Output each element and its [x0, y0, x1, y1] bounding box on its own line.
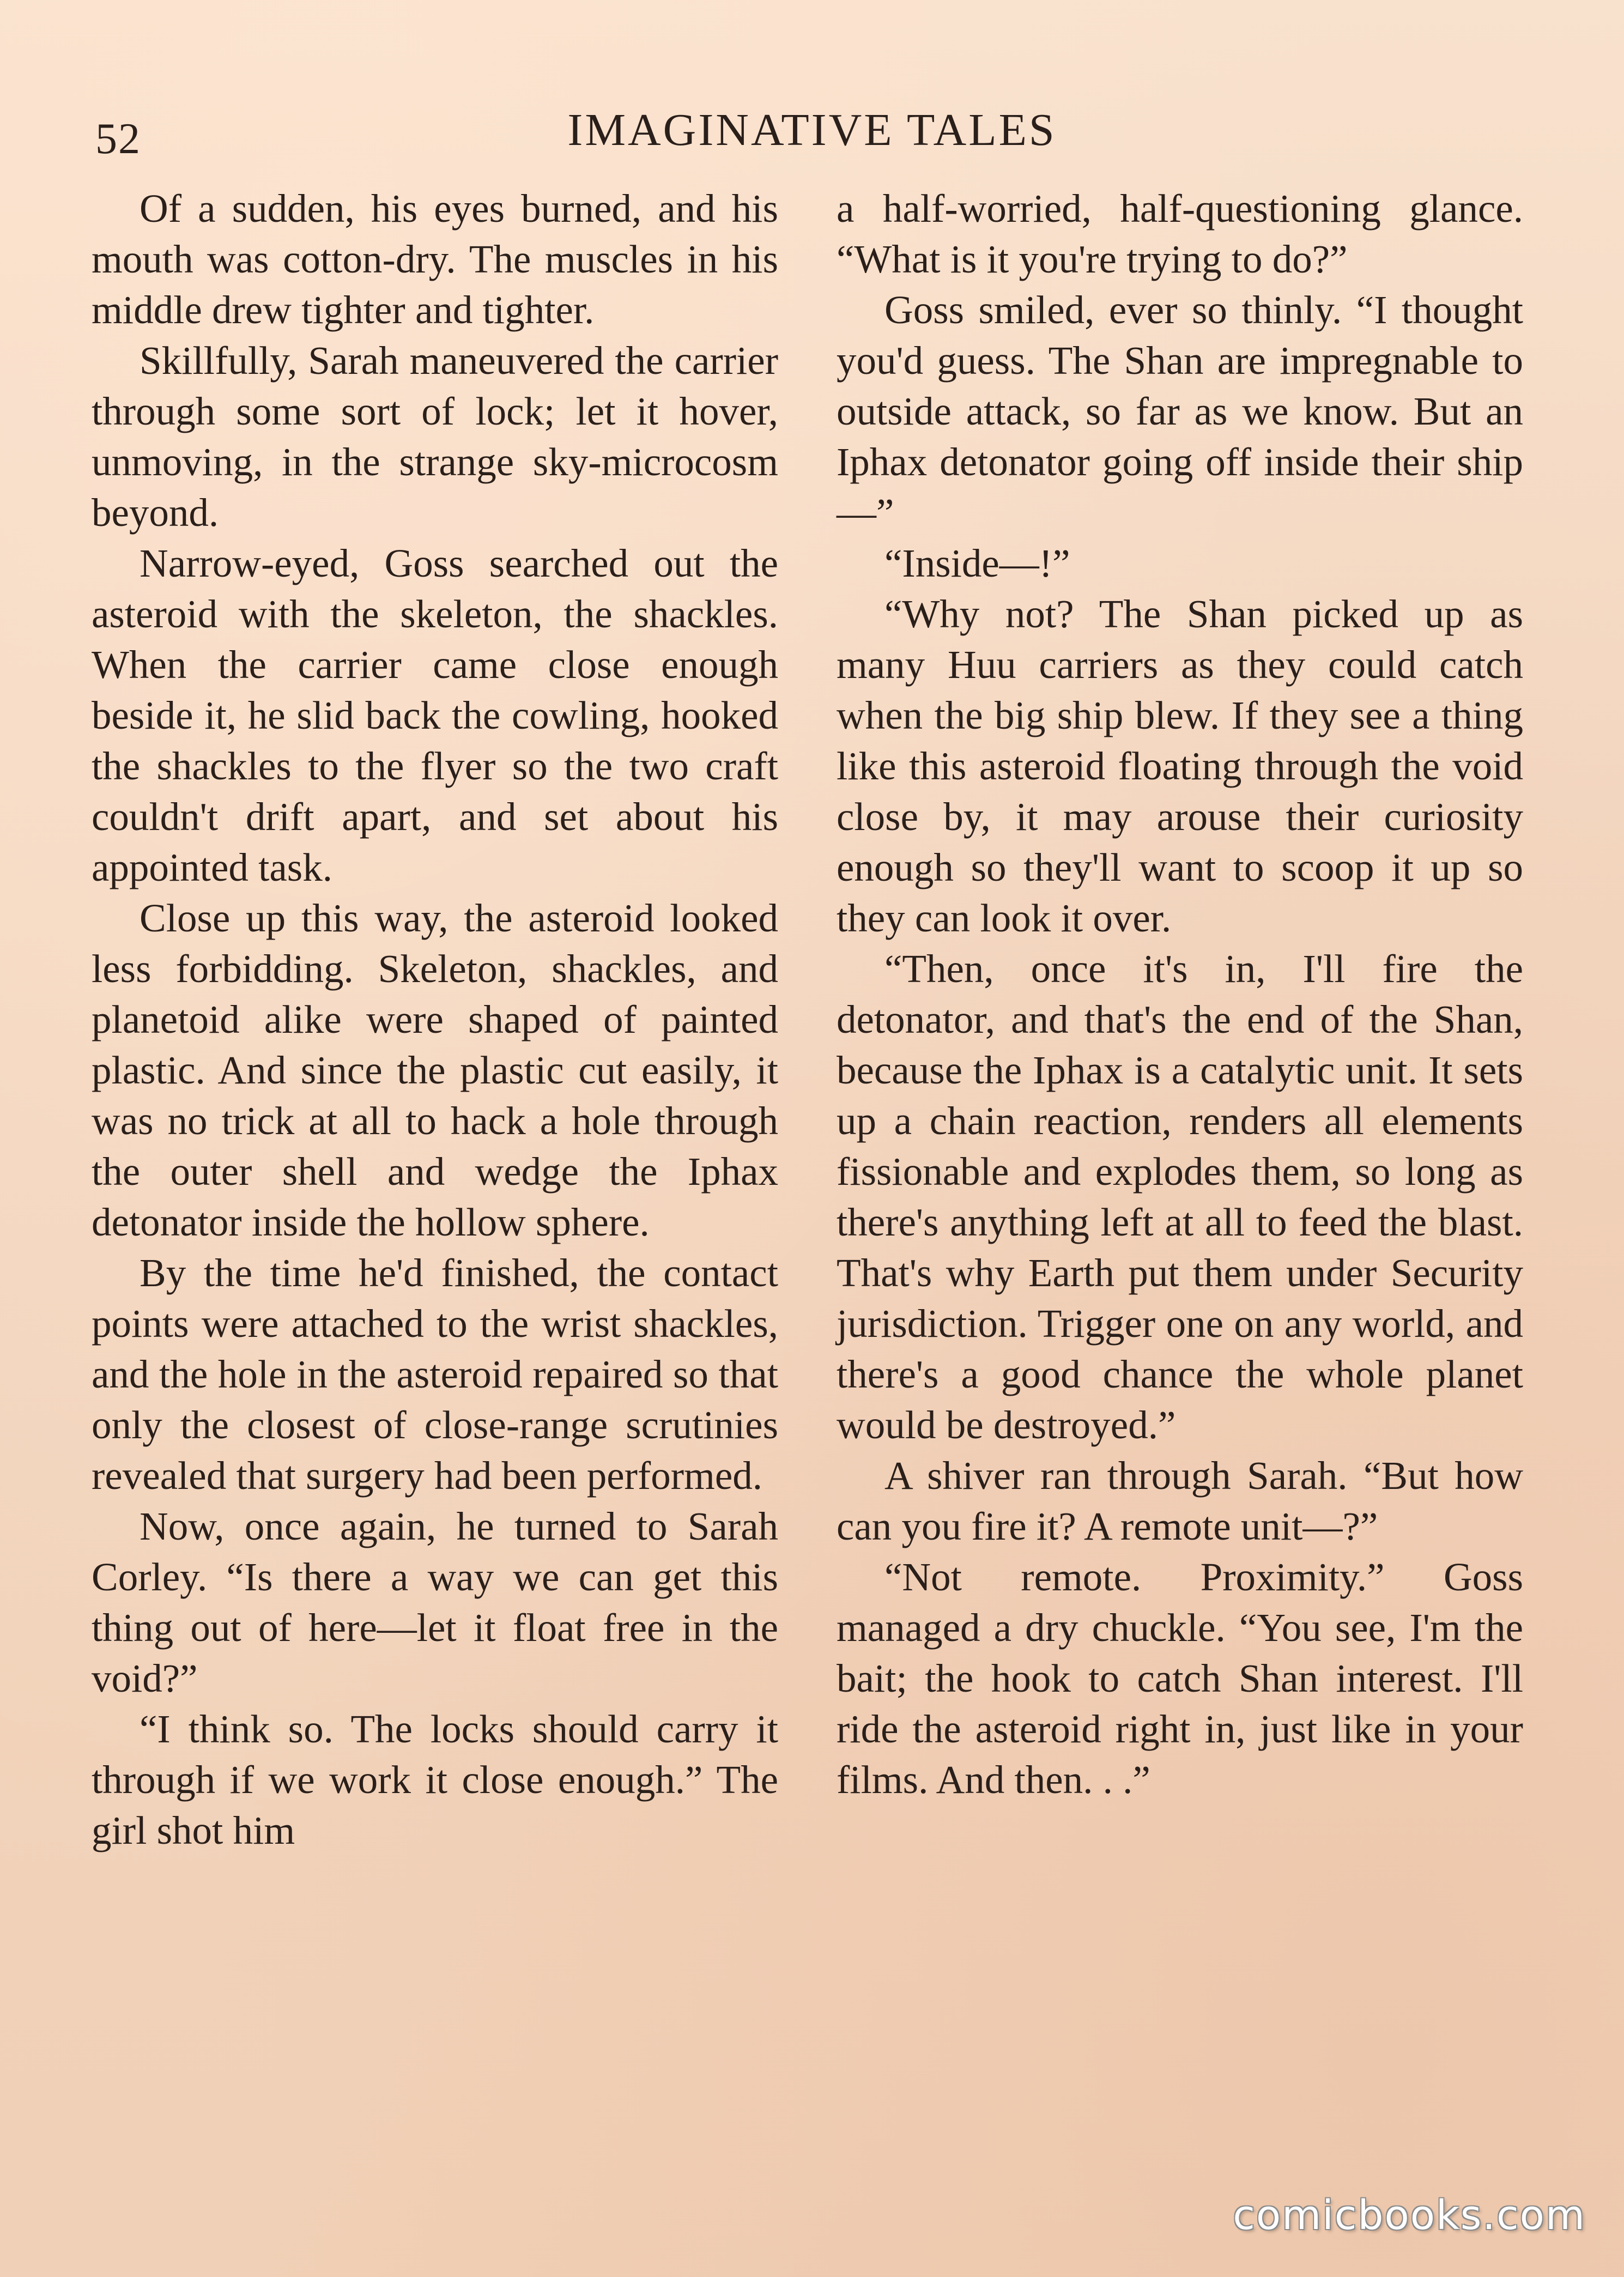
paragraph: Now, once again, he turned to Sarah Corley. “Is there a way we can get this thing out of here—let it float free in the void?” — [92, 1504, 778, 1700]
paragraph: “Inside—!” — [884, 541, 1070, 585]
page-number: 52 — [95, 115, 141, 163]
paragraph-continued: a half-worried, half-questioning glance. “What is it you're trying to do?” — [837, 186, 1523, 281]
watermark: comicbooks.com — [1233, 2192, 1586, 2239]
paragraph: A shiver ran through Sarah. “But how can you fire it? A remote unit—?” — [837, 1454, 1523, 1548]
running-title: IMAGINATIVE TALES — [567, 105, 1057, 155]
page-header — [93, 104, 1531, 163]
left-column — [92, 183, 778, 1856]
paragraph: Of a sudden, his eyes burned, and his mouth was cotton-dry. The muscles in his middle drew tighter and tighter. — [92, 186, 778, 332]
paragraph: “Then, once it's in, I'll fire the detonator, and that's the end of the Shan, because the Iphax is a catalytic unit. It sets up a chain reaction, renders all elements fissionable and explodes them, so long as there's anything left at all to feed the blast. That's why Earth put them under Security jurisdiction. Trigger one on any world, and there's a good chance the whole planet would be destroyed.” — [837, 947, 1523, 1447]
paragraph: “Why not? The Shan picked up as many Huu carriers as they could catch when the big ship blew. If they see a thing like this asteroid floating through the void close by, it may arouse their curiosity enough so they'll want to scoop it up so they can look it over. — [837, 592, 1523, 940]
paragraph: “I think so. The locks should carry it through if we work it close enough.” The girl shot him — [92, 1707, 778, 1852]
paragraph: Close up this way, the asteroid looked less forbidding. Skeleton, shackles, and planetoid alike were shaped of painted plastic. And since the plastic cut easily, it was no trick at all to hack a hole through the outer shell and wedge the Iphax detonator inside the hollow sphere. — [92, 896, 778, 1244]
paragraph: Skillfully, Sarah maneuvered the carrier through some sort of lock; let it hover, unmoving, in the strange sky-microcosm beyond. — [92, 338, 778, 535]
right-column — [837, 183, 1523, 1805]
paragraph: Goss smiled, ever so thinly. “I thought you'd guess. The Shan are impregnable to outside attack, so far as we know. But an Iphax detonator going off inside their ship—” — [837, 288, 1523, 535]
paragraph: “Not remote. Proximity.” Goss managed a dry chuckle. “You see, I'm the bait; the hook to catch Shan interest. I'll ride the asteroid right in, just like in your films. And then. . .” — [837, 1555, 1523, 1802]
paragraph: Narrow-eyed, Goss searched out the asteroid with the skeleton, the shackles. When the carrier came close enough beside it, he slid back the cowling, hooked the shackles to the flyer so the two craft couldn't drift apart, and set about his appointed task. — [92, 541, 778, 889]
paragraph: By the time he'd finished, the contact points were attached to the wrist shackles, and the hole in the asteroid repaired so that only the closest of close-range scrutinies revealed that surgery had been performed. — [92, 1251, 778, 1498]
